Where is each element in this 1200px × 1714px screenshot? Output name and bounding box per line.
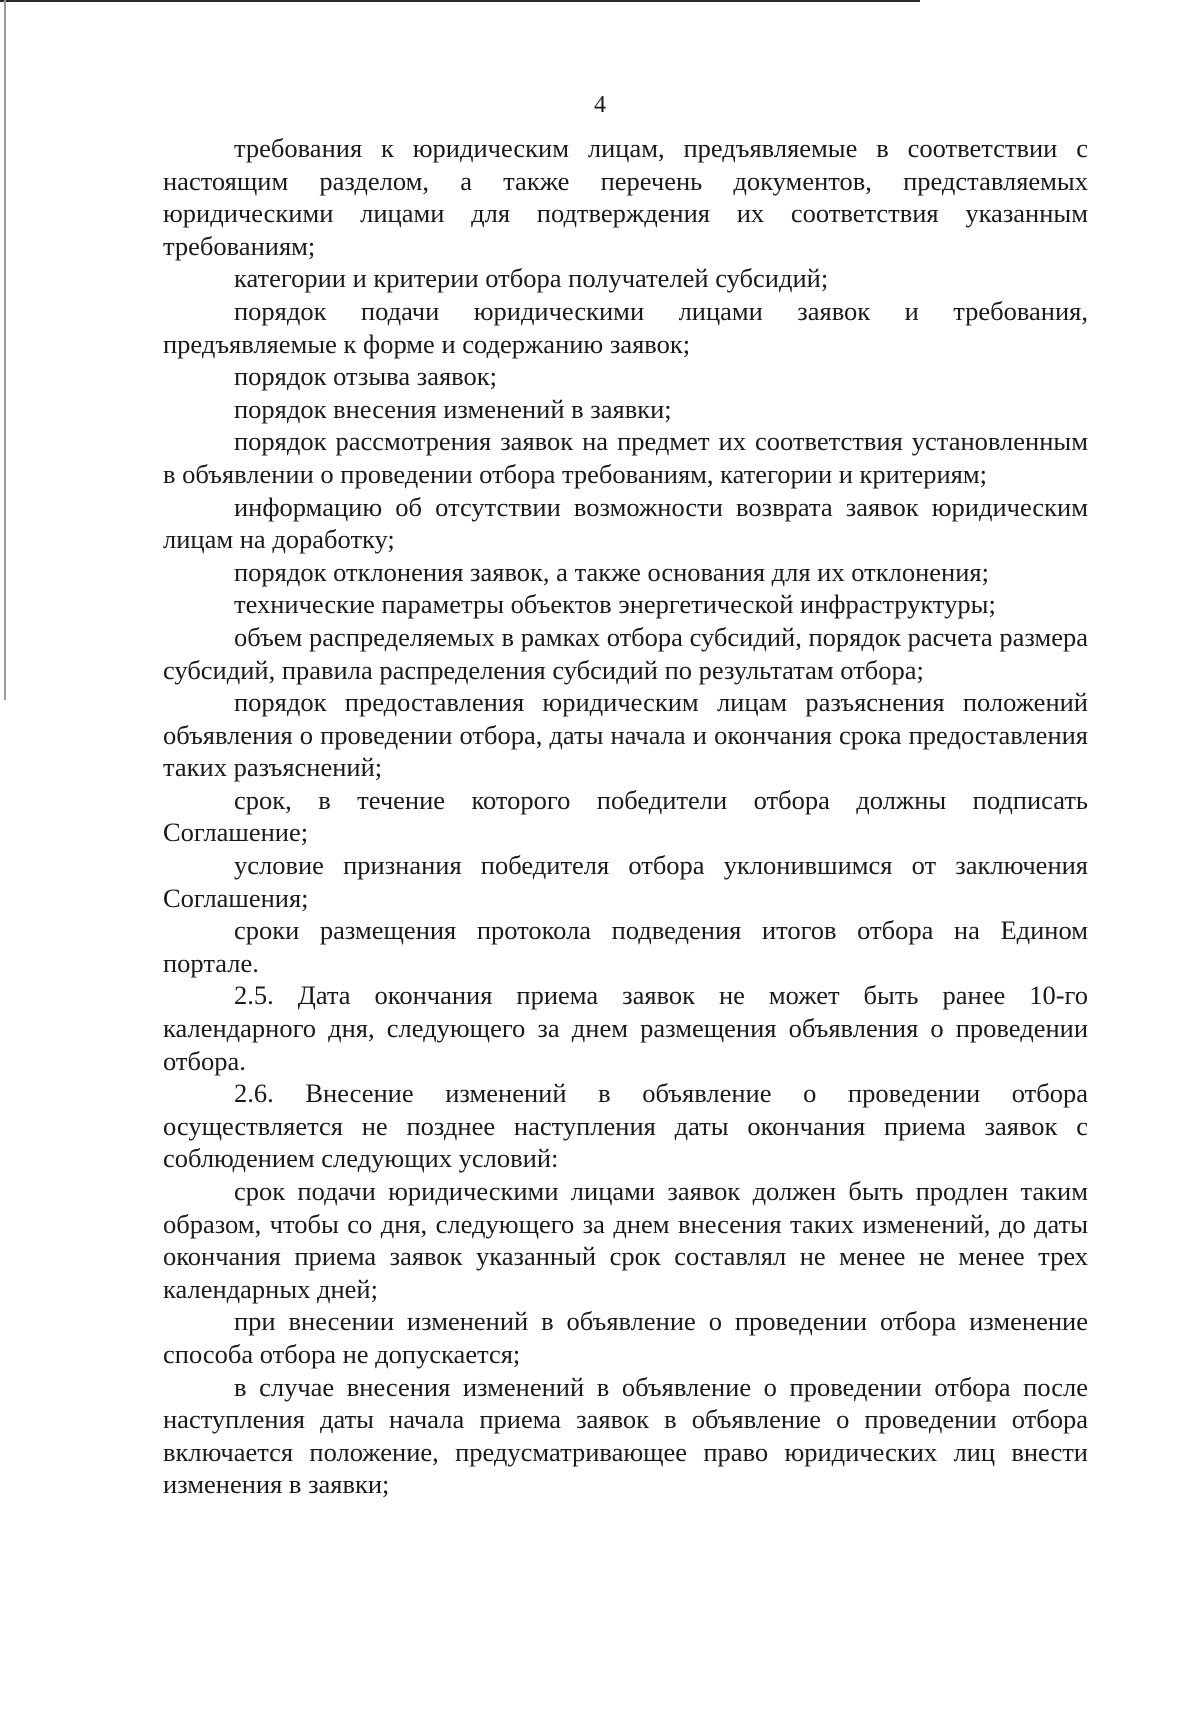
paragraph: в случае внесения изменений в объявление о проведении отбора после наступления даты начала приема заявок в объявление о проведении отбора включается положение, предусматривающее право юридических лиц внести изменения в заявки; bbox=[163, 1371, 1088, 1500]
paragraph: порядок внесения изменений в заявки; bbox=[234, 393, 672, 424]
paragraph: технические параметры объектов энергетической инфраструктуры; bbox=[234, 589, 996, 620]
paragraph: порядок отклонения заявок, а также основания для их отклонения; bbox=[234, 556, 989, 587]
paragraph: информацию об отсутствии возможности возврата заявок юридическим лицам на доработку; bbox=[163, 491, 1088, 555]
paragraph: порядок отзыва заявок; bbox=[234, 361, 497, 392]
paragraph: условие признания победителя отбора уклонившимся от заключения Соглашения; bbox=[163, 850, 1088, 913]
page-number: 4 bbox=[594, 92, 606, 118]
section-clause-2-5: 2.5. Дата окончания приема заявок не может быть ранее 10-го календарного дня, следующего за днем размещения объявления о проведении отбора. bbox=[163, 980, 1088, 1076]
paragraph: порядок предоставления юридическим лицам разъяснения положений объявления о проведении отбора, даты начала и окончания срока предоставления таких разъяснений; bbox=[163, 687, 1088, 783]
paragraph: требования к юридическим лицам, предъявляемые в соответствии с настоящим разделом, а также перечень документов, представляемых юридическими лицами для подтверждения их соответствия указанным требованиям; bbox=[163, 133, 1088, 261]
paragraph: объем распределяемых в рамках отбора субсидий, порядок расчета размера субсидий, правила распределения субсидий по результатам отбора; bbox=[163, 621, 1088, 685]
section-clause-2-6: 2.6. Внесение изменений в объявление о проведении отбора осуществляется не позднее наступления даты окончания приема заявок с соблюдением следующих условий: bbox=[163, 1078, 1088, 1174]
paragraph: порядок подачи юридическими лицами заявок и требования, предъявляемые к форме и содержанию заявок; bbox=[163, 295, 1088, 359]
paragraph: срок подачи юридическими лицами заявок должен быть продлен таким образом, чтобы со дня, следующего за днем внесения таких изменений, до даты окончания приема заявок указанный срок составлял не менее не менее трех календарных дней; bbox=[163, 1176, 1088, 1304]
paragraph: при внесении изменений в объявление о проведении отбора изменение способа отбора не допускается; bbox=[163, 1306, 1088, 1369]
paragraph: категории и критерии отбора получателей субсидий; bbox=[234, 263, 829, 294]
paragraph: сроки размещения протокола подведения итогов отбора на Едином портале. bbox=[163, 915, 1088, 978]
document-body bbox=[163, 132, 1088, 1501]
paragraph: порядок рассмотрения заявок на предмет их соответствия установленным в объявлении о проведении отбора требованиям, категории и критериям; bbox=[163, 426, 1088, 489]
scan-top-border bbox=[0, 0, 920, 2]
paragraph: срок, в течение которого победители отбора должны подписать Соглашение; bbox=[163, 784, 1088, 848]
